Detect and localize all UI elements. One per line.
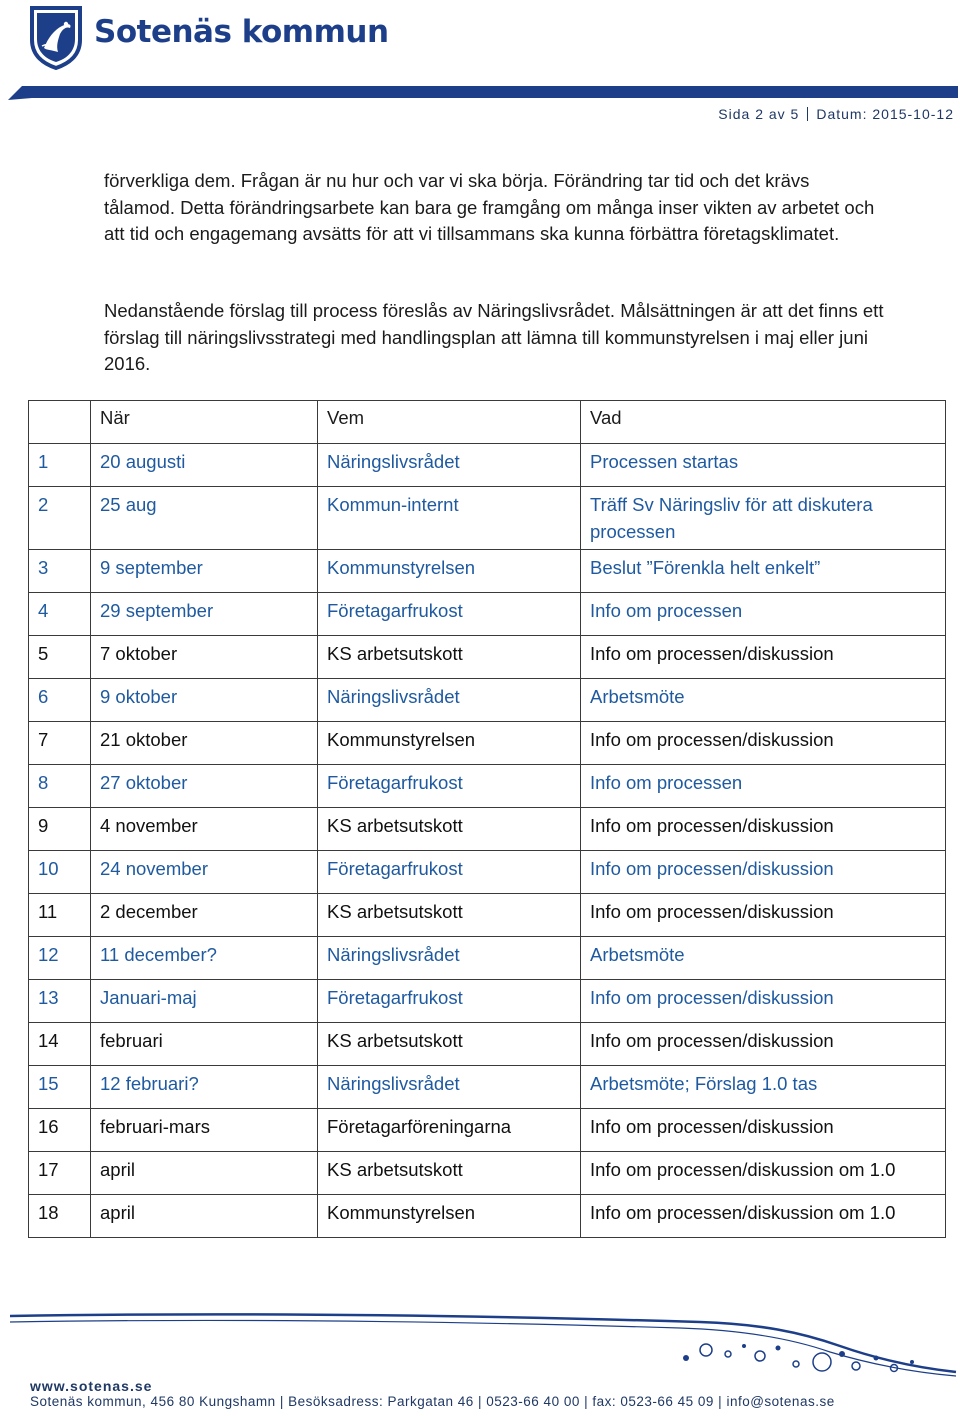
cell-what: Info om processen [581,765,946,808]
table-header-row [29,401,946,444]
table-row [29,894,946,937]
cell-number: 3 [29,550,91,593]
cell-who: Kommunstyrelsen [318,722,581,765]
cell-when: 20 augusti [91,444,318,487]
table-row [29,487,946,550]
table-row [29,636,946,679]
cell-what: Info om processen [581,593,946,636]
body-paragraph-1: förverkliga dem. Frågan är nu hur och var vi ska börja. Förändring tar tid och det krävs tålamod. Detta förändringsarbete kan bara ge framgång om många inser vikten av arbetet och att tid och engagemang avsätts för att vi tillsammans ska kunna förbättra företagsklimatet. [104,170,875,244]
table-row [29,722,946,765]
cell-number: 7 [29,722,91,765]
cell-who: KS arbetsutskott [318,1152,581,1195]
table-row [29,679,946,722]
cell-what: Info om processen/diskussion om 1.0 [581,1152,946,1195]
table-row [29,937,946,980]
cell-when: februari-mars [91,1109,318,1152]
cell-when: Januari-maj [91,980,318,1023]
cell-number: 10 [29,851,91,894]
header-cell-who: Vem [318,401,581,444]
cell-number: 4 [29,593,91,636]
cell-who: Företagarfrukost [318,593,581,636]
cell-who: Kommunstyrelsen [318,550,581,593]
cell-when: 9 september [91,550,318,593]
cell-what: Info om processen/diskussion [581,980,946,1023]
header-divider [8,86,958,100]
footer-website-link[interactable]: www.sotenas.se [30,1378,153,1394]
cell-what: Arbetsmöte [581,679,946,722]
cell-when: 2 december [91,894,318,937]
cell-when: 25 aug [91,487,318,550]
cell-number: 15 [29,1066,91,1109]
cell-who: Näringslivsrådet [318,937,581,980]
table-body [29,444,946,1238]
page-number: Sida 2 av 5 [718,106,800,122]
cell-number: 8 [29,765,91,808]
page-header [0,0,960,100]
cell-when: 12 februari? [91,1066,318,1109]
table-row [29,1023,946,1066]
cell-number: 9 [29,808,91,851]
cell-who: Företagarfrukost [318,765,581,808]
cell-what: Info om processen/diskussion [581,1023,946,1066]
table-row [29,980,946,1023]
cell-what: Info om processen/diskussion [581,722,946,765]
document-date: Datum: 2015-10-12 [816,106,954,122]
cell-number: 14 [29,1023,91,1066]
cell-what: Info om processen/diskussion [581,808,946,851]
table-row [29,765,946,808]
cell-what: Arbetsmöte [581,937,946,980]
table-row [29,1195,946,1238]
cell-number: 5 [29,636,91,679]
cell-when: april [91,1152,318,1195]
cell-what: Info om processen/diskussion [581,636,946,679]
cell-number: 12 [29,937,91,980]
table-row [29,1066,946,1109]
cell-when: 4 november [91,808,318,851]
cell-when: 21 oktober [91,722,318,765]
cell-when: februari [91,1023,318,1066]
cell-who: Näringslivsrådet [318,1066,581,1109]
cell-when: 9 oktober [91,679,318,722]
cell-who: KS arbetsutskott [318,894,581,937]
page-info [718,106,954,122]
cell-who: Kommunstyrelsen [318,1195,581,1238]
table-row [29,1109,946,1152]
cell-who: KS arbetsutskott [318,1023,581,1066]
table-row [29,444,946,487]
footer-wave-decoration-icon [0,1302,960,1382]
cell-number: 13 [29,980,91,1023]
table-row [29,851,946,894]
cell-who: KS arbetsutskott [318,808,581,851]
cell-what: Info om processen/diskussion om 1.0 [581,1195,946,1238]
cell-who: Kommun-internt [318,487,581,550]
cell-what: Träff Sv Näringsliv för att diskutera processen [581,487,946,550]
cell-number: 2 [29,487,91,550]
footer-address: Sotenäs kommun, 456 80 Kungshamn | Besöksadress: Parkgatan 46 | 0523-66 40 00 | fax: 0523-66 45 09 | info@sotenas.se [30,1394,835,1409]
cell-who: Näringslivsrådet [318,679,581,722]
header-cell-what: Vad [581,401,946,444]
cell-who: Företagarföreningarna [318,1109,581,1152]
cell-when: 7 oktober [91,636,318,679]
header-cell-number [29,401,91,444]
cell-who: Företagarfrukost [318,980,581,1023]
table-row [29,593,946,636]
cell-who: KS arbetsutskott [318,636,581,679]
table-row [29,1152,946,1195]
cell-what: Info om processen/diskussion [581,1109,946,1152]
cell-what: Beslut ”Förenkla helt enkelt” [581,550,946,593]
body-paragraph-2: Nedanstående förslag till process föreslås av Näringslivsrådet. Målsättningen är att det finns ett förslag till näringslivsstrategi med handlingsplan att lämna till kommunstyrelsen i maj eller juni 2016. [104,300,884,374]
org-name: Sotenäs kommun [94,14,389,50]
cell-number: 16 [29,1109,91,1152]
cell-who: Näringslivsrådet [318,444,581,487]
header-cell-when: När [91,401,318,444]
cell-what: Processen startas [581,444,946,487]
table-row [29,550,946,593]
cell-who: Företagarfrukost [318,851,581,894]
cell-when: 24 november [91,851,318,894]
cell-when: april [91,1195,318,1238]
cell-when: 27 oktober [91,765,318,808]
cell-when: 11 december? [91,937,318,980]
cell-number: 1 [29,444,91,487]
separator [807,107,808,121]
table-row [29,808,946,851]
municipality-logo-icon [28,4,84,70]
cell-number: 11 [29,894,91,937]
process-plan-table [28,400,946,1238]
cell-number: 17 [29,1152,91,1195]
cell-what: Info om processen/diskussion [581,851,946,894]
cell-what: Info om processen/diskussion [581,894,946,937]
cell-number: 18 [29,1195,91,1238]
cell-number: 6 [29,679,91,722]
cell-when: 29 september [91,593,318,636]
cell-what: Arbetsmöte; Förslag 1.0 tas [581,1066,946,1109]
